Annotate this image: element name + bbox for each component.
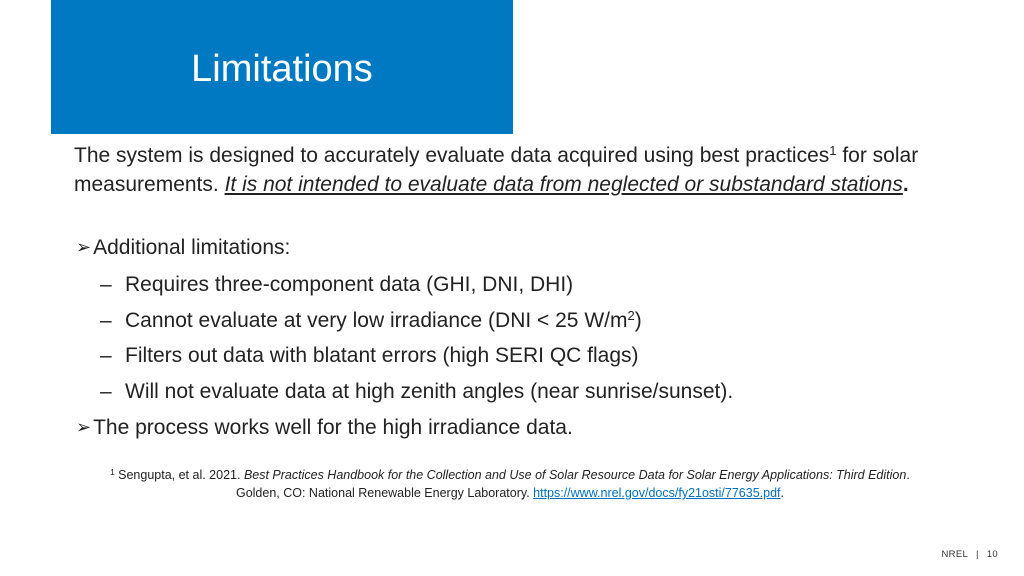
bullet-process-works <box>76 413 573 442</box>
sub-item-superscript: 2 <box>627 308 635 323</box>
footer-org: NREL <box>941 549 969 560</box>
footnote-link[interactable]: https://www.nrel.gov/docs/fy21osti/77635.pdf <box>533 486 781 500</box>
dash-bullet-icon: – <box>100 380 112 403</box>
intro-paragraph <box>74 141 954 199</box>
sub-item-text: Cannot evaluate at very low irradiance (DNI < 25 W/m <box>125 309 628 332</box>
dash-bullet-icon: – <box>100 309 112 332</box>
footer-separator: | <box>976 549 979 560</box>
sub-item-text: Requires three-component data (GHI, DNI, DHI) <box>125 273 574 296</box>
sub-item <box>100 270 573 299</box>
sub-item <box>100 341 639 370</box>
intro-emphasis: It is not intended to evaluate data from neglected or substandard stations <box>224 173 903 196</box>
sub-item-text: Will not evaluate data at high zenith angles (near sunrise/sunset). <box>125 380 734 403</box>
intro-footnote-ref: 1 <box>829 143 837 158</box>
footnote-after-book: . <box>906 468 910 482</box>
intro-text-3: . <box>902 173 909 196</box>
arrow-bullet-icon: ➢ <box>76 417 92 437</box>
arrow-bullet-icon: ➢ <box>76 237 92 257</box>
footnote-authors: Sengupta, et al. 2021. <box>114 468 244 482</box>
bullet-label: The process works well for the high irradiance data. <box>93 416 573 439</box>
bullet-label: Additional limitations: <box>93 236 291 259</box>
title-banner <box>51 0 513 134</box>
bullet-additional-limitations <box>76 233 290 262</box>
page-number: 10 <box>986 549 998 560</box>
footnote-end: . <box>780 486 784 500</box>
footnote-marker: 1 <box>110 468 115 477</box>
sub-item-text-after: ) <box>634 309 642 332</box>
intro-text-2: for solar measurements. <box>74 144 919 196</box>
intro-text-1: The system is designed to accurately evaluate data acquired using best practices <box>74 144 830 167</box>
sub-item-text: Filters out data with blatant errors (high SERI QC flags) <box>125 344 639 367</box>
footnote-publisher: Golden, CO: National Renewable Energy Laboratory. <box>235 486 534 500</box>
sub-item <box>100 306 642 335</box>
dash-bullet-icon: – <box>100 273 112 296</box>
footnote <box>60 466 960 502</box>
slide-title: Limitations <box>191 47 373 90</box>
dash-bullet-icon: – <box>100 344 112 367</box>
sub-item <box>100 377 733 406</box>
footnote-book-title: Best Practices Handbook for the Collection and Use of Solar Resource Data for Solar Energy Applications: Third Edition <box>243 468 907 482</box>
page-footer <box>942 549 999 560</box>
